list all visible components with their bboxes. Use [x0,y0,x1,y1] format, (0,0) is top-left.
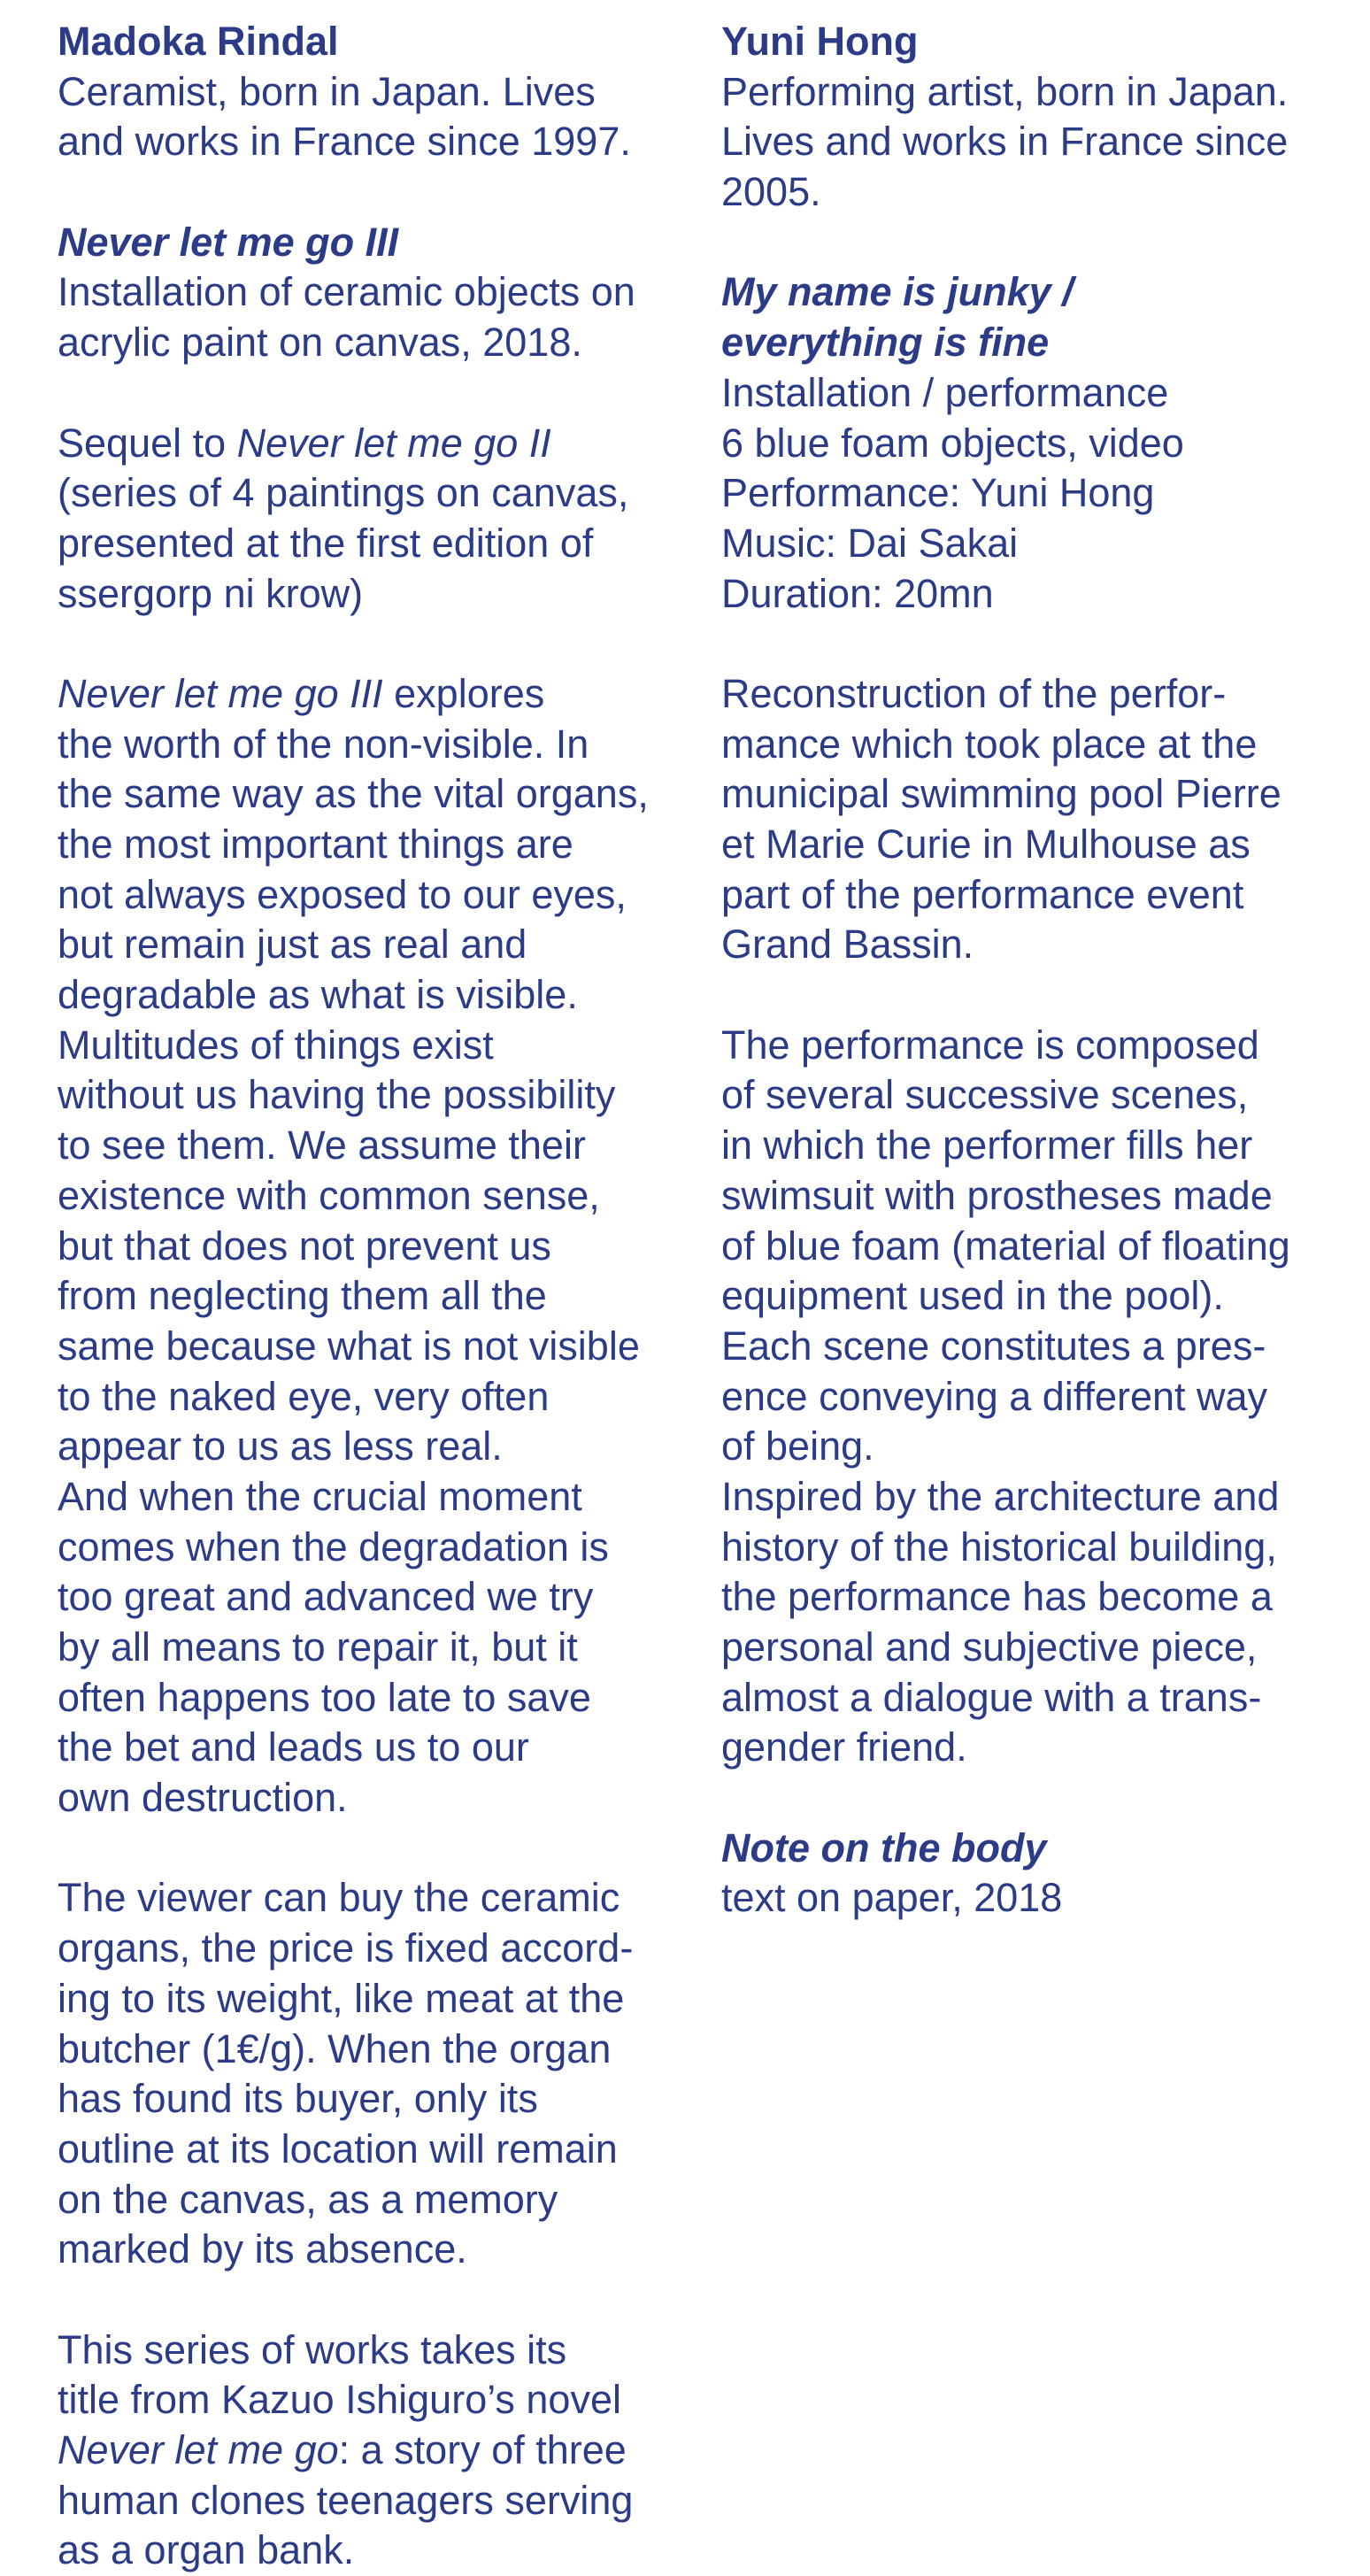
composition-line: history of the historical building, [721,1523,1277,1570]
work-details-line: Installation of ceramic objects on [58,269,635,315]
description-line: to the naked eye, very often [58,1373,550,1419]
reconstruction-line: et Marie Curie in Mulhouse as [721,821,1251,867]
composition-line: Each scene constitutes a pres- [721,1323,1266,1369]
sequel-line [58,419,677,469]
description-line: but remain just as real and [58,922,527,968]
sequel-prefix: Sequel to [58,420,237,466]
artist-column-madoka-rindal [58,17,677,2576]
description-line: not always exposed to our eyes, [58,871,627,917]
description-line: often happens too late to save [58,1674,591,1720]
artist-bio-line: 2005. [721,169,821,215]
description-line: too great and advanced we try [58,1574,594,1620]
description-line: to see them. We assume their [58,1122,586,1168]
buying-line: The viewer can buy the ceramic [58,1875,620,1921]
sequel-line: (series of 4 paintings on canvas, [58,470,629,516]
description-first-rest: explores [382,670,545,716]
description-line: And when the crucial moment [58,1473,582,1519]
description-line: by all means to repair it, but it [58,1624,578,1670]
work-details-line: Installation / performance [721,369,1169,415]
composition-line: of blue foam (material of floating [721,1222,1290,1269]
work-title: Never let me go III [58,219,399,265]
reconstruction-line: mance which took place at the [721,721,1258,767]
description-line: appear to us as less real. [58,1423,503,1469]
spacer [721,970,1341,1021]
composition-line: Inspired by the architecture and [721,1473,1280,1519]
spacer [721,218,1341,268]
source-line: human clones teenagers serving [58,2477,634,2523]
artist-column-yuni-hong [721,17,1341,1924]
description-title: Never let me go III [58,670,383,716]
artist-name: Madoka Rindal [58,19,339,64]
source-line: This series of works takes its [58,2326,567,2372]
composition-line: swimsuit with prostheses made [721,1172,1273,1218]
novel-title: Never let me go [58,2427,339,2472]
work-details-line: acrylic paint on canvas, 2018. [58,320,582,366]
sequel-line: ssergorp ni krow) [58,570,364,616]
composition-line: of several successive scenes, [721,1072,1249,1118]
description-line: but that does not prevent us [58,1222,551,1269]
composition-line: personal and subjective piece, [721,1624,1258,1670]
composition-line: almost a dialogue with a trans- [721,1674,1262,1720]
description-line: without us having the possibility [58,1072,616,1118]
reconstruction-line: municipal swimming pool Pierre [721,771,1281,817]
description-line: from neglecting them all the [58,1273,547,1319]
buying-line: organs, the price is fixed accord- [58,1925,634,1971]
work-details-line: Performance: Yuni Hong [721,470,1155,516]
spacer [58,167,677,218]
composition-line: in which the performer fills her [721,1122,1253,1168]
description-line: the most important things are [58,821,573,867]
composition-line: The performance is composed [721,1022,1259,1068]
description-line: same because what is not visible [58,1323,640,1369]
artist-bio-line: and works in France since 1997. [58,119,631,165]
source-after-title: : a story of three [338,2427,627,2472]
composition-line: equipment used in the pool). [721,1273,1224,1319]
reconstruction-line: part of the performance event [721,871,1244,917]
work-details-line: Duration: 20mn [721,570,994,616]
composition-line: the performance has become a [721,1574,1273,1620]
composition-line: gender friend. [721,1724,967,1770]
buying-line: ing to its weight, like meat at the [58,1975,625,2021]
description-line [58,669,677,720]
description-line: comes when the degradation is [58,1523,609,1570]
work-title: everything is fine [721,320,1050,366]
spacer [58,368,677,419]
note-title: Note on the body [721,1824,1047,1870]
description-line: own destruction. [58,1775,348,1821]
buying-line: on the canvas, as a memory [58,2176,558,2222]
reconstruction-line: Grand Bassin. [721,922,974,968]
description-line: the same way as the vital organs, [58,771,649,817]
buying-line: marked by its absence. [58,2226,467,2272]
composition-line: ence conveying a different way [721,1373,1268,1419]
work-details-line: Music: Dai Sakai [721,520,1019,566]
description-line: Multitudes of things exist [58,1022,494,1068]
description-line: the bet and leads us to our [58,1724,529,1770]
spacer [721,619,1341,669]
reconstruction-line: Reconstruction of the perfor- [721,670,1227,716]
note-details: text on paper, 2018 [721,1875,1063,1921]
work-title: My name is junky / [721,269,1074,315]
description-line: existence with common sense, [58,1172,600,1218]
artist-bio-line: Ceramist, born in Japan. Lives [58,68,596,114]
sequel-title: Never let me go II [236,420,551,466]
spacer [58,1824,677,1874]
buying-line: outline at its location will remain [58,2125,618,2171]
artist-bio-line: Lives and works in France since [721,119,1289,165]
spacer [58,619,677,669]
composition-line: of being. [721,1423,874,1469]
sequel-line: presented at the first edition of [58,520,594,566]
source-line: title from Kazuo Ishiguro’s novel [58,2377,621,2423]
source-line: as a organ bank. [58,2527,355,2573]
description-line: degradable as what is visible. [58,972,578,1018]
source-line [58,2426,677,2476]
work-details-line: 6 blue foam objects, video [721,420,1184,466]
description-line: the worth of the non-visible. In [58,721,589,767]
buying-line: has found its buyer, only its [58,2076,538,2122]
artist-name: Yuni Hong [721,19,919,64]
buying-line: butcher (1€/g). When the organ [58,2025,612,2071]
spacer [58,2275,677,2325]
artist-bio-line: Performing artist, born in Japan. [721,68,1289,114]
spacer [721,1773,1341,1824]
